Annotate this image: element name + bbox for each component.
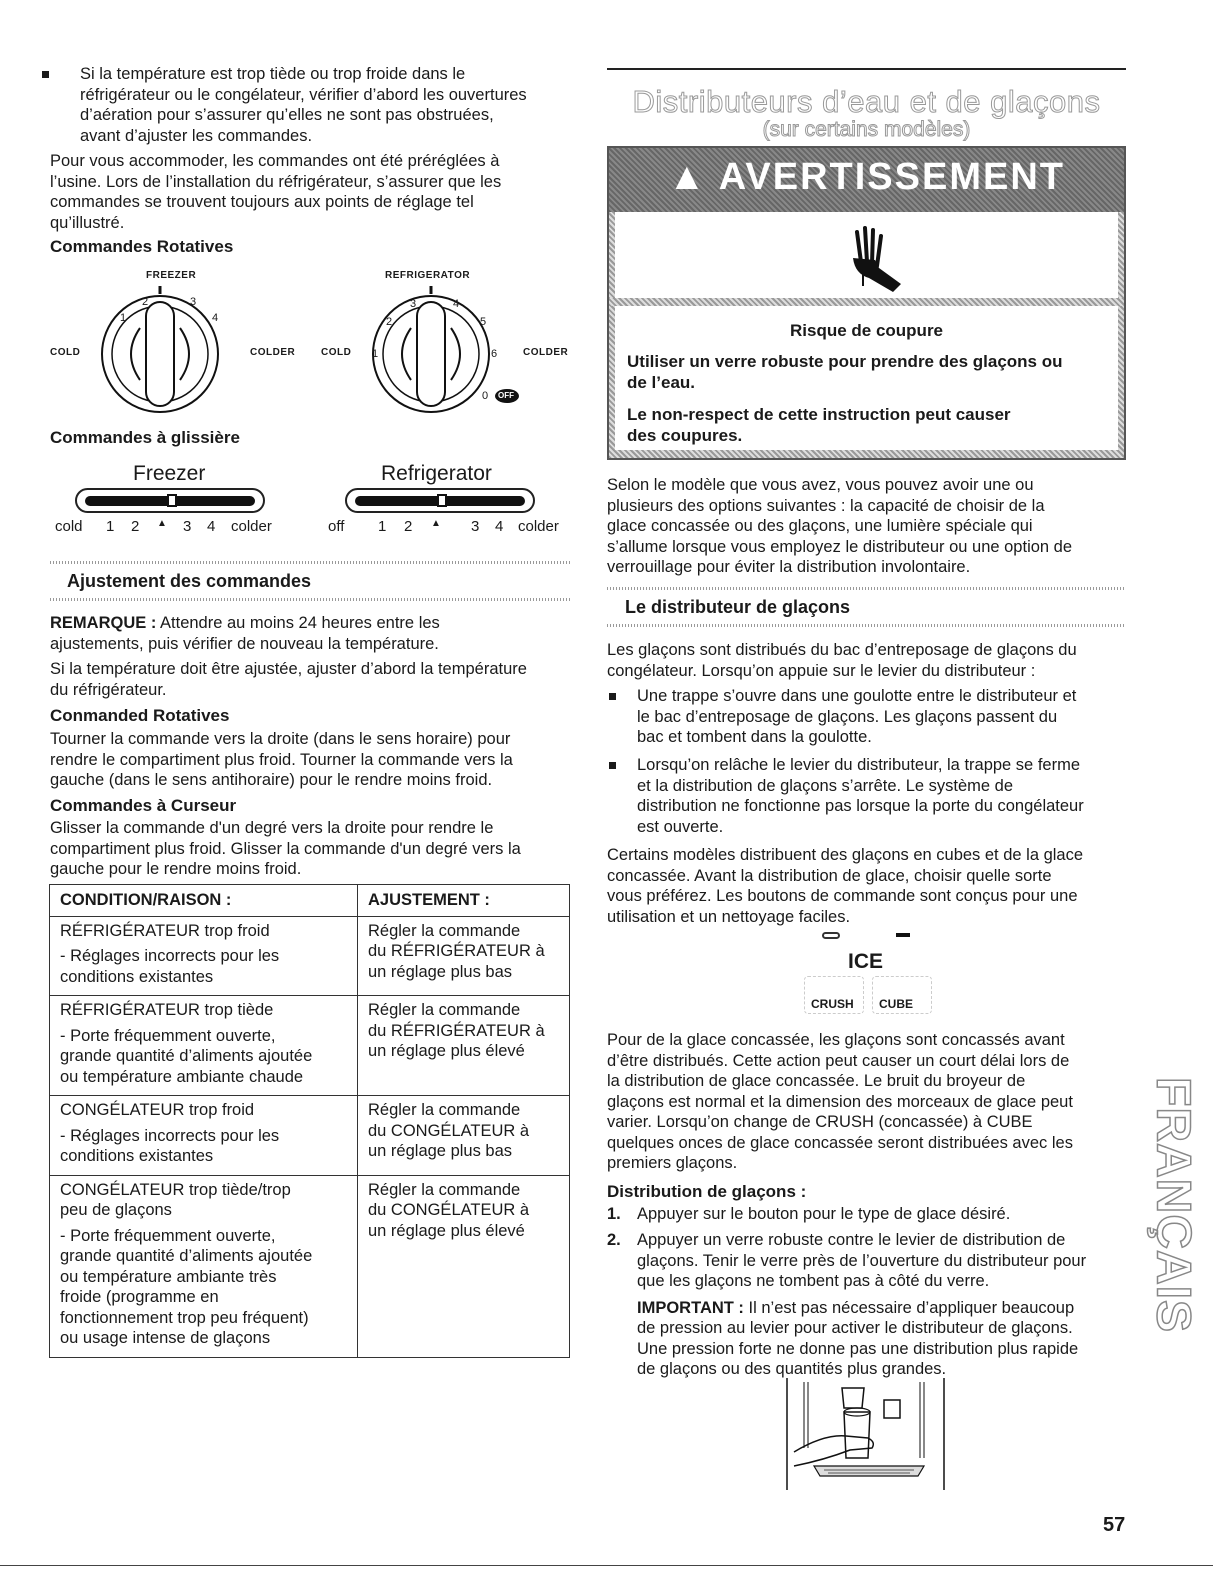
text-line: du CONGÉLATEUR à: [368, 1121, 530, 1140]
text-line: du CONGÉLATEUR à: [368, 1201, 530, 1219]
text-line: que les glaçons ne tombent pas à côté du verre.: [637, 1272, 990, 1290]
warning-triangle-icon: ▲: [668, 156, 708, 198]
crush-indicator-icon: [822, 932, 840, 939]
text-line: glaçons est normal et la dimension des morceaux de glace peut: [607, 1092, 1073, 1111]
cube-button[interactable]: [872, 976, 932, 1014]
step-number: 1.: [607, 1205, 621, 1223]
rotatives-heading: Conmanded Rotatives: [50, 706, 230, 725]
freezer-scale-1: 1: [106, 518, 115, 535]
text-line: Les glaçons sont distribués du bac d’entreposage de glaçons du: [607, 641, 1077, 659]
refrigerator-dial-label: REFRIGERATOR: [385, 270, 471, 281]
condition-table: [49, 884, 570, 1358]
warning-line1: [627, 351, 1062, 393]
warning-divider: [609, 298, 1124, 306]
text-line: quelques onces de glace concassée seront distribuées avec les: [607, 1133, 1073, 1152]
text-line: Si la température est trop tiède ou trop froide dans le: [80, 65, 466, 83]
rotary-dials-illustration: [50, 266, 580, 418]
header-adjustment: AJUSTEMENT :: [358, 885, 570, 917]
text-line: premiers glaçons.: [607, 1154, 738, 1172]
freezer-cold-label: COLD: [50, 347, 81, 358]
text-line: rendre le compartiment plus froid. Tourner la commande vers la: [50, 750, 513, 769]
warning-line2: [627, 404, 1011, 446]
text-line: verrouillage pour éviter la distribution involontaire.: [607, 558, 971, 576]
text-line: Certains modèles distribuent des glaçons en cubes et de la glace: [607, 846, 1084, 864]
table-row: [50, 1175, 570, 1357]
freezer-num-2: 2: [142, 296, 149, 308]
text-line: un réglage plus bas: [368, 962, 513, 981]
text-line: Appuyer un verre robuste contre le levier de distribution de: [637, 1231, 1066, 1249]
text-line: un réglage plus élevé: [368, 1221, 525, 1240]
slider-controls-illustration: [50, 460, 580, 540]
freezer-scale-2: 2: [131, 518, 140, 535]
bottom-rule: [0, 1565, 1213, 1566]
text-line: de glaçons ou des quantités plus grandes.: [637, 1360, 947, 1378]
freezer-slider: [75, 488, 265, 513]
adjustment-cell: [358, 916, 570, 996]
text-line: de pression au levier pour activer le distributeur de glaçons.: [637, 1319, 1073, 1337]
divider: [50, 561, 570, 564]
fridge-colder-label: COLDER: [523, 347, 569, 358]
text-line: Lorsqu’on relâche le levier du distributeur, la trappe se ferme: [637, 756, 1080, 774]
text-line: l’usine. Lors de l’installation du réfrigérateur, s’assurer que les: [50, 172, 502, 191]
remarque-label: REMARQUE :: [50, 614, 157, 632]
cube-label: CUBE: [879, 997, 914, 1011]
crushed-ice-paragraph: [607, 1030, 1147, 1174]
text-line: froide (programme en: [60, 1288, 219, 1306]
text-line: plusieurs des options suivantes : la capacité de choisir de la: [607, 496, 1045, 515]
condition-title: RÉFRIGÉRATEUR trop froid: [60, 921, 270, 940]
text-line: la distribution de glace concassée. Le bruit du broyeur de: [607, 1072, 1026, 1090]
fridge-scale-off: off: [328, 518, 345, 535]
text-line: commandes se trouvent toujours aux points de réglage tel: [50, 193, 474, 211]
text-line: fonctionnement trop peu fréquent): [60, 1308, 309, 1327]
freezer-scale-4: 4: [207, 518, 216, 535]
freezer-scale-cold: cold: [55, 518, 83, 535]
text-line: Appuyer sur le bouton pour le type de glace désiré.: [637, 1205, 1011, 1223]
text-line: ou température ambiante très: [60, 1267, 277, 1286]
step-2: [607, 1230, 1147, 1380]
text-line: Il n’est pas nécessaire d’appliquer beaucoup: [748, 1298, 1075, 1317]
text-line: du réfrigérateur.: [50, 680, 167, 699]
text-line: le bac d’entreposage de glaçons. Les glaçons passent du: [637, 707, 1058, 726]
cube-indicator-icon: [896, 933, 910, 937]
section-subtitle: (sur certains modèles): [762, 118, 971, 141]
adjust-heading: Ajustement des commandes: [67, 571, 312, 591]
text-line: - Porte fréquemment ouverte,: [60, 1226, 276, 1245]
text-line: grande quantité d’aliments ajoutée: [60, 1047, 313, 1065]
warning-box: [607, 146, 1126, 460]
top-rule: [607, 68, 1126, 70]
text-line: des coupures.: [627, 426, 743, 445]
text-line: Régler la commande: [368, 921, 521, 940]
ice-dispenser-heading: Le distributeur de glaçons: [625, 597, 851, 617]
text-line: grande quantité d’aliments ajoutée: [60, 1247, 313, 1265]
condition-cell: [50, 1096, 358, 1176]
section-title: Distributeurs d’eau et de glaçons: [632, 84, 1101, 119]
text-line: un réglage plus élevé: [368, 1042, 525, 1060]
refrigerator-slider: [345, 488, 535, 513]
crush-button[interactable]: [804, 976, 864, 1014]
text-line: Régler la commande: [368, 1001, 521, 1019]
text-line: conditions existantes: [60, 1147, 214, 1165]
text-line: - Réglages incorrects pour les: [60, 1126, 280, 1145]
text-line: Une trappe s’ouvre dans une goulotte entre le distributeur et: [637, 687, 1077, 705]
fridge-scale-colder: colder: [518, 518, 559, 535]
text-line: d’être distribués. Cette action peut causer un court délai lors de: [607, 1051, 1070, 1070]
fridge-num-1: 1: [372, 348, 379, 360]
warning-title: [609, 156, 1124, 199]
divider: [607, 624, 1126, 627]
text-line: Régler la commande: [368, 1101, 521, 1119]
condition-cell: [50, 996, 358, 1096]
warning-header: [609, 148, 1124, 212]
text-line: glace concassée ou des glaçons, une lumière spéciale qui: [607, 517, 1033, 535]
warning-header-text: AVERTISSEMENT: [718, 156, 1065, 198]
dispenser-glass-illustration: [784, 1378, 950, 1490]
text-line: est ouverte.: [637, 817, 724, 836]
ice-intro-paragraph: [607, 640, 1147, 681]
remarque-paragraph: [50, 613, 580, 654]
text-line: bac et tombent dans la goulotte.: [637, 728, 872, 746]
fridge-num-2: 2: [386, 316, 393, 328]
adjust-first-paragraph: [50, 659, 580, 700]
bullet-ventilation: [36, 64, 576, 146]
condition-title: CONGÉLATEUR trop tiède/trop: [60, 1180, 291, 1199]
fridge-num-4: 4: [453, 298, 460, 310]
condition-cell: [50, 916, 358, 996]
fridge-scale-3: 3: [471, 518, 480, 535]
text-line: Pour de la glace concassée, les glaçons sont concassés avant: [607, 1031, 1065, 1049]
adjustment-cell: [358, 1175, 570, 1357]
fridge-scale-2: 2: [404, 518, 413, 535]
text-line: Tourner la commande vers la droite (dans le sens horaire) pour: [50, 730, 511, 748]
condition-title: peu de glaçons: [60, 1201, 172, 1219]
important-label: IMPORTANT :: [637, 1298, 744, 1317]
side-language-tab: [1145, 1060, 1201, 1350]
text-line: avant d’ajuster les commandes.: [80, 126, 313, 145]
text-line: Utiliser un verre robuste pour prendre des glaçons ou: [627, 352, 1063, 371]
ice-label: ICE: [848, 950, 884, 973]
fridge-scale-4: 4: [495, 518, 504, 535]
preset-paragraph: [50, 151, 580, 233]
step-number: 2.: [607, 1231, 621, 1249]
freezer-scale-colder: colder: [231, 518, 272, 535]
text-line: Le non-respect de cette instruction peut causer: [627, 405, 1011, 424]
text-line: Selon le modèle que vous avez, vous pouvez avoir une ou: [607, 476, 1034, 494]
text-line: Si la température doit être ajustée, ajuster d’abord la température: [50, 660, 527, 678]
ice-control-panel: [800, 926, 940, 1018]
condition-cell: [50, 1175, 358, 1357]
warning-risk: Risque de coupure: [789, 321, 944, 340]
text-line: gauche pour le rendre moins froid.: [50, 860, 302, 878]
bullet-trap-opens: [607, 686, 1147, 748]
rotary-heading: Commandes Rotatives: [50, 237, 234, 256]
freezer-scale-arrow: ▲: [157, 518, 167, 529]
text-line: - Réglages incorrects pour les: [60, 947, 280, 965]
curseur-heading: Commandes à Curseur: [50, 796, 237, 815]
text-line: glaçons. Tenir le verre près de l’ouverture du distributeur pour: [637, 1251, 1087, 1270]
distribution-heading: Distribution de glaçons :: [607, 1182, 807, 1201]
cut-hand-icon: [835, 222, 905, 294]
crush-label: CRUSH: [811, 997, 854, 1011]
text-line: réfrigérateur ou le congélateur, vérifier d’abord les ouvertures: [80, 85, 527, 104]
rotatives-paragraph: [50, 729, 580, 791]
bullet-trap-closes: [607, 755, 1147, 837]
text-line: varier. Lorsqu’on change de CRUSH (concassée) à CUBE: [607, 1113, 1033, 1131]
options-paragraph: [607, 475, 1147, 578]
curseur-paragraph: [50, 818, 580, 880]
fridge-scale-1: 1: [378, 518, 387, 535]
text-line: congélateur. Lorsqu’on appuie sur le levier du distributeur :: [607, 661, 1036, 680]
fridge-num-3: 3: [410, 298, 417, 310]
text-line: d’aération pour s’assurer qu’elles ne sont pas obstruées,: [80, 106, 494, 124]
text-line: un réglage plus bas: [368, 1142, 513, 1160]
text-line: - Porte fréquemment ouverte,: [60, 1026, 276, 1045]
text-line: compartiment plus froid. Glisser la commande d'un degré vers la: [50, 839, 521, 858]
freezer-slider-title: Freezer: [133, 462, 206, 485]
table-header-row: [50, 885, 570, 917]
text-line: distribution ne fonctionne pas lorsque la porte du congélateur: [637, 797, 1084, 815]
freezer-scale-3: 3: [183, 518, 192, 535]
fridge-num-6: 6: [491, 348, 498, 360]
text-line: Pour vous accommoder, les commandes ont été préréglées à: [50, 152, 500, 170]
text-line: conditions existantes: [60, 967, 214, 986]
fridge-dial: [373, 296, 489, 412]
text-line: ou température ambiante chaude: [60, 1067, 304, 1086]
table-row: [50, 916, 570, 996]
fridge-scale-arrow: ▲: [431, 518, 441, 529]
text-line: qu’illustré.: [50, 213, 125, 232]
condition-title: RÉFRIGÉRATEUR trop tiède: [60, 1001, 274, 1019]
adjustment-cell: [358, 1096, 570, 1176]
freezer-num-3: 3: [190, 296, 197, 308]
table-row: [50, 1096, 570, 1176]
freezer-num-1: 1: [120, 312, 127, 324]
important-note: [637, 1298, 1147, 1319]
text-line: ou usage intense de glaçons: [60, 1329, 271, 1347]
text-line: Attendre au moins 24 heures entre les: [160, 614, 440, 632]
condition-title: CONGÉLATEUR trop froid: [60, 1101, 255, 1119]
text-line: du RÉFRIGÉRATEUR à: [368, 1021, 545, 1040]
text-line: Régler la commande: [368, 1180, 521, 1199]
divider: [50, 598, 570, 601]
text-line: Glisser la commande d'un degré vers la droite pour rendre le: [50, 819, 494, 837]
text-line: s’allume lorsque vous employez le distributeur ou une option de: [607, 537, 1073, 556]
freezer-colder-label: COLDER: [250, 347, 296, 358]
fridge-cold-label: COLD: [321, 347, 352, 358]
bullet-marker: [42, 71, 49, 78]
cube-crush-paragraph: [607, 845, 1147, 927]
refrigerator-slider-title: Refrigerator: [381, 462, 492, 485]
table-row: [50, 996, 570, 1096]
warning-bottom-border: [609, 450, 1124, 458]
freezer-num-4: 4: [212, 312, 219, 324]
text-line: du RÉFRIGÉRATEUR à: [368, 942, 545, 960]
text-line: ajustements, puis vérifier de nouveau la température.: [50, 634, 439, 653]
step-1: [607, 1204, 1147, 1225]
text-line: de l’eau.: [627, 373, 696, 392]
text-line: Une pression forte ne donne pas une distribution plus rapide: [637, 1339, 1079, 1358]
text-line: gauche (dans le sens antihoraire) pour le rendre moins froid.: [50, 771, 493, 789]
adjustment-cell: [358, 996, 570, 1096]
bullet-marker: [609, 762, 616, 769]
off-badge: OFF: [498, 391, 514, 400]
fridge-num-0: 0: [482, 390, 489, 402]
page-number: 57: [1103, 1514, 1126, 1536]
text-line: concassée. Avant la distribution de glace, choisir quelle sorte: [607, 866, 1052, 885]
divider: [607, 587, 1126, 590]
text-line: utilisation et un nettoyage faciles.: [607, 907, 851, 926]
side-language-label: FRANÇAIS: [1146, 1077, 1200, 1333]
header-condition: CONDITION/RAISON :: [50, 885, 358, 917]
slider-heading: Commandes à glissière: [50, 428, 240, 447]
text-line: vous préférez. Les boutons de commande sont conçus pour une: [607, 887, 1078, 905]
text-line: et la distribution de glaçons s’arrête. Le système de: [637, 776, 1014, 795]
freezer-dial-label: FREEZER: [146, 270, 197, 281]
fridge-num-5: 5: [480, 316, 487, 328]
bullet-marker: [609, 693, 616, 700]
